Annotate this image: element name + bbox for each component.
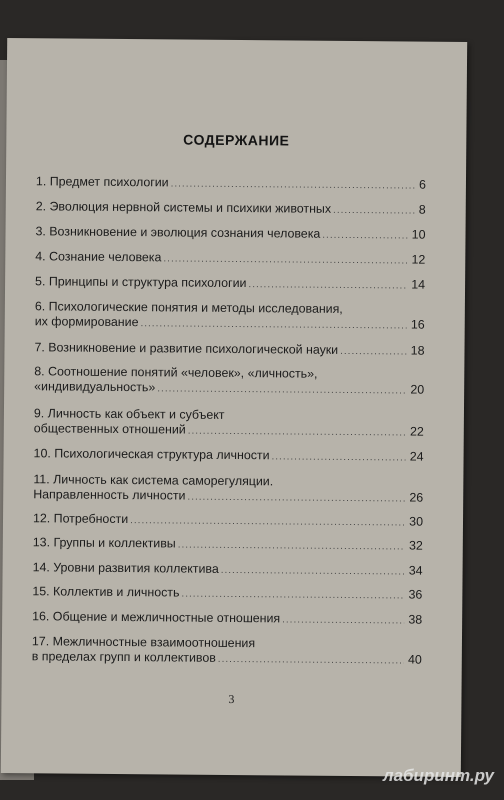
toc-entry-title: 6. Психологические понятия и методы исследования, <box>34 299 343 316</box>
toc-entry-title: 13. Группы и коллективы <box>32 535 176 551</box>
toc-entry <box>33 472 423 506</box>
toc-entry <box>32 609 422 628</box>
toc-entry-title: 15. Коллектив и личность <box>32 584 180 600</box>
leader-dots <box>248 277 407 293</box>
leader-dots <box>188 424 406 441</box>
leader-dots <box>157 381 406 398</box>
leader-dots <box>187 490 405 507</box>
toc-entry <box>35 249 425 268</box>
leader-dots <box>340 344 407 360</box>
toc-entry <box>35 299 425 333</box>
toc-entry-title: 4. Сознание человека <box>35 249 162 265</box>
table-of-contents <box>31 174 427 667</box>
toc-page-number: 34 <box>408 563 423 578</box>
toc-page-number: 38 <box>408 612 423 627</box>
leader-dots <box>218 652 404 669</box>
toc-entry-title: 5. Принципы и структура психологии <box>35 274 247 291</box>
leader-dots <box>140 316 407 333</box>
toc-entry <box>33 535 423 554</box>
page-title: СОДЕРЖАНИЕ <box>183 131 290 149</box>
toc-entry <box>34 446 424 465</box>
toc-entry <box>36 199 426 218</box>
toc-page-number: 32 <box>408 538 423 553</box>
page-number: 3 <box>228 691 235 707</box>
toc-entry-title: 10. Психологическая структура личности <box>33 446 270 463</box>
toc-entry-title: 17. Межличностные взаимоотношения <box>31 634 256 651</box>
toc-entry <box>35 224 425 243</box>
toc-entry-title: 9. Личность как объект и субъект <box>33 406 225 422</box>
toc-entry <box>33 511 423 530</box>
toc-entry <box>34 364 424 398</box>
toc-entry-title: 2. Эволюция нервной системы и психики животных <box>35 199 332 216</box>
toc-page-number: 10 <box>411 227 426 242</box>
toc-entry-title: 3. Возникновение и эволюция сознания человека <box>35 224 321 241</box>
toc-page-number: 40 <box>407 652 422 667</box>
leader-dots <box>171 176 416 193</box>
leader-dots <box>333 203 415 219</box>
toc-entry <box>34 340 424 359</box>
toc-page-number: 20 <box>410 382 425 397</box>
toc-entry-title: 1. Предмет психологии <box>35 174 169 190</box>
leader-dots <box>271 449 405 465</box>
toc-page-number: 16 <box>410 317 425 332</box>
toc-page-number: 24 <box>409 449 424 464</box>
leader-dots <box>181 587 404 604</box>
toc-page-number: 30 <box>409 514 424 529</box>
book-page <box>1 38 467 777</box>
toc-entry-title-continued: в пределах групп и коллективов <box>31 649 216 665</box>
toc-page-number: 18 <box>410 343 425 358</box>
toc-entry-title-continued: их формирование <box>34 314 139 330</box>
toc-entry <box>36 174 426 193</box>
toc-entry-title: 11. Личность как система саморегуляции. <box>33 472 274 489</box>
leader-dots <box>282 612 404 628</box>
leader-dots <box>322 228 408 244</box>
toc-page-number: 6 <box>418 177 427 192</box>
toc-page-number: 26 <box>409 490 424 505</box>
toc-entry-title: 16. Общение и межличностные отношения <box>32 609 281 626</box>
leader-dots <box>163 251 407 268</box>
toc-entry-title: 8. Соотношение понятий «человек», «личность», <box>34 364 318 381</box>
toc-page-number: 12 <box>411 252 426 267</box>
toc-entry-title: 12. Потребности <box>32 511 129 527</box>
leader-dots <box>178 538 405 555</box>
leader-dots <box>221 563 405 580</box>
leader-dots <box>130 513 405 530</box>
toc-entry-title: 14. Уровни развития коллектива <box>32 560 219 576</box>
toc-entry-title: 7. Возникновение и развитие психологической науки <box>34 340 339 357</box>
toc-entry <box>32 584 422 603</box>
toc-page-number: 14 <box>411 277 426 292</box>
toc-page-number: 8 <box>418 202 426 217</box>
toc-page-number: 36 <box>408 587 423 602</box>
toc-entry-title-continued: Направленность личности <box>33 487 186 503</box>
toc-page-number: 22 <box>409 424 424 439</box>
toc-entry <box>33 560 423 579</box>
toc-entry <box>32 634 422 668</box>
toc-entry-title-continued: общественных отношений <box>33 421 186 437</box>
toc-entry <box>34 406 424 440</box>
watermark: лабиринт.ру <box>383 766 494 785</box>
toc-entry <box>35 274 425 293</box>
toc-entry-title-continued: «индивидуальность» <box>34 379 156 395</box>
